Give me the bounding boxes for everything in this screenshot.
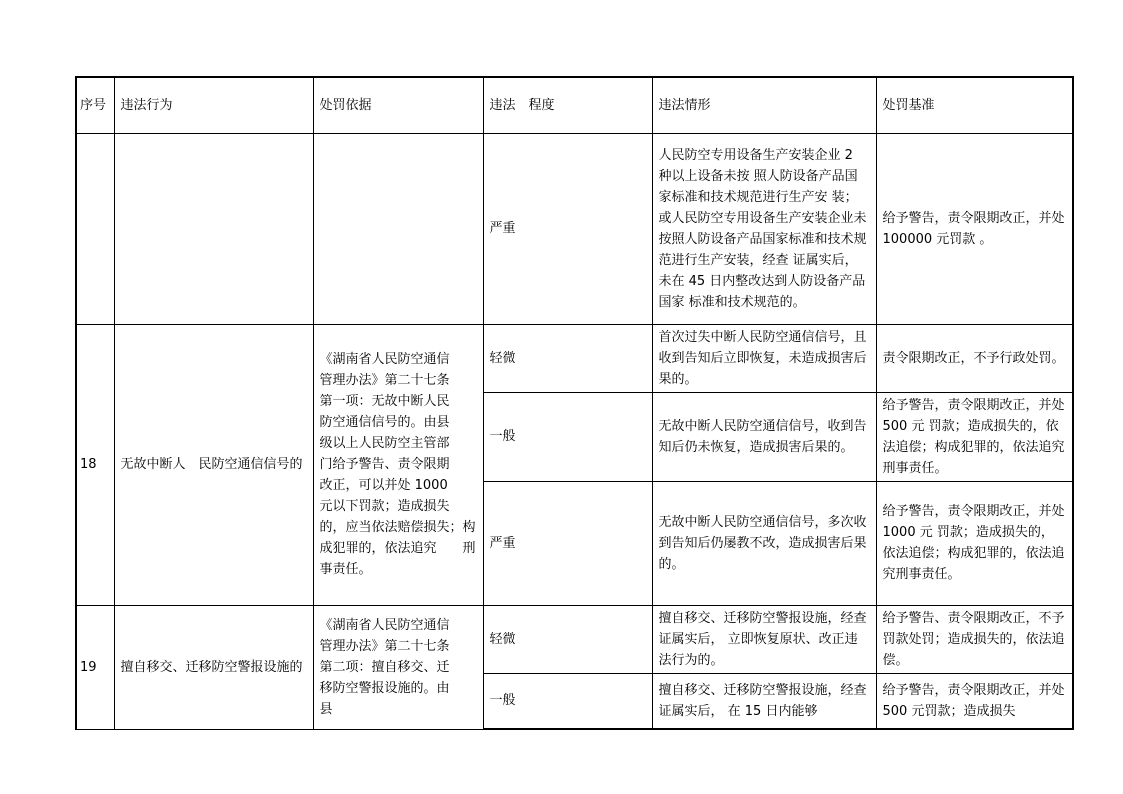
header-behavior: 违法行为 xyxy=(114,77,313,133)
standard-cell: 责令限期改正，不予行政处罚。 xyxy=(876,324,1073,392)
standard-cell: 给予警告，责令限期改正，并处 1000 元 罚款；造成损失的，依法追偿；构成犯罪的，依法追究刑事责任。 xyxy=(876,481,1073,605)
header-degree: 违法 程度 xyxy=(483,77,652,133)
seq-cell xyxy=(76,133,114,324)
table-row xyxy=(76,324,1073,392)
degree-cell: 严重 xyxy=(483,481,652,605)
header-seq: 序号 xyxy=(76,77,114,133)
behavior-cell: 无故中断人 民防空通信信号的 xyxy=(114,324,313,605)
standard-cell: 给予警告，责令限期改正，并处 500 元 罚款；造成损失的，依法追偿；构成犯罪的，依法追究刑事责任。 xyxy=(876,392,1073,481)
seq-cell: 18 xyxy=(76,324,114,605)
degree-cell: 轻微 xyxy=(483,324,652,392)
situation-cell: 无故中断人民防空通信信号，收到告知后仍未恢复，造成损害后果的。 xyxy=(652,392,876,481)
standard-cell: 给予警告，责令限期改正，并处 100000 元罚款 。 xyxy=(876,133,1073,324)
situation-cell: 无故中断人民防空通信信号，多次收到告知后仍屡教不改，造成损害后果的。 xyxy=(652,481,876,605)
situation-cell: 人民防空专用设备生产安装企业 2 种以上设备未按 照人防设备产品国家标准和技术规范进行生产安 装；或人民防空专用设备生产安装企业未按照人防设备产品国家标准和技术规范进行生产安装，经查 证属实后，未在 45 日内整改达到人防设备产品国家 标准和技术规范的。 xyxy=(652,133,876,324)
basis-cell: 《湖南省人民防空通信 管理办法》第二十七条 第二项：擅自移交、迁 移防空警报设施的。由 县 xyxy=(313,605,483,729)
penalty-standard-table xyxy=(75,76,1074,730)
standard-cell: 给予警告、责令限期改正，不予罚款处罚；造成损失的，依法追偿。 xyxy=(876,605,1073,673)
degree-cell: 轻微 xyxy=(483,605,652,673)
behavior-cell xyxy=(114,133,313,324)
basis-cell: 《湖南省人民防空通信 管理办法》第二十七条 第一项：无故中断人民 防空通信信号的。由县 级以上人民防空主管部 门给予警告、责令限期 改正，可以并处 1000 元以下罚款；造成损失 的，应当依法赔偿损失；构成犯罪的，依法追究 刑事责任。 xyxy=(313,324,483,605)
situation-cell: 首次过失中断人民防空通信信号，且收到告知后立即恢复，未造成损害后果的。 xyxy=(652,324,876,392)
table-header-row xyxy=(76,77,1073,133)
basis-cell xyxy=(313,133,483,324)
behavior-cell: 擅自移交、迁移防空警报设施的 xyxy=(114,605,313,729)
degree-cell: 严重 xyxy=(483,133,652,324)
header-situation: 违法情形 xyxy=(652,77,876,133)
standard-cell: 给予警告，责令限期改正，并处 500 元罚款；造成损失 xyxy=(876,673,1073,729)
degree-cell: 一般 xyxy=(483,392,652,481)
header-basis: 处罚依据 xyxy=(313,77,483,133)
degree-cell: 一般 xyxy=(483,673,652,729)
situation-cell: 擅自移交、迁移防空警报设施，经查证属实后， 在 15 日内能够 xyxy=(652,673,876,729)
table-row xyxy=(76,133,1073,324)
situation-cell: 擅自移交、迁移防空警报设施，经查证属实后， 立即恢复原状、改正违法行为的。 xyxy=(652,605,876,673)
table-row xyxy=(76,605,1073,673)
seq-cell: 19 xyxy=(76,605,114,729)
header-standard: 处罚基准 xyxy=(876,77,1073,133)
